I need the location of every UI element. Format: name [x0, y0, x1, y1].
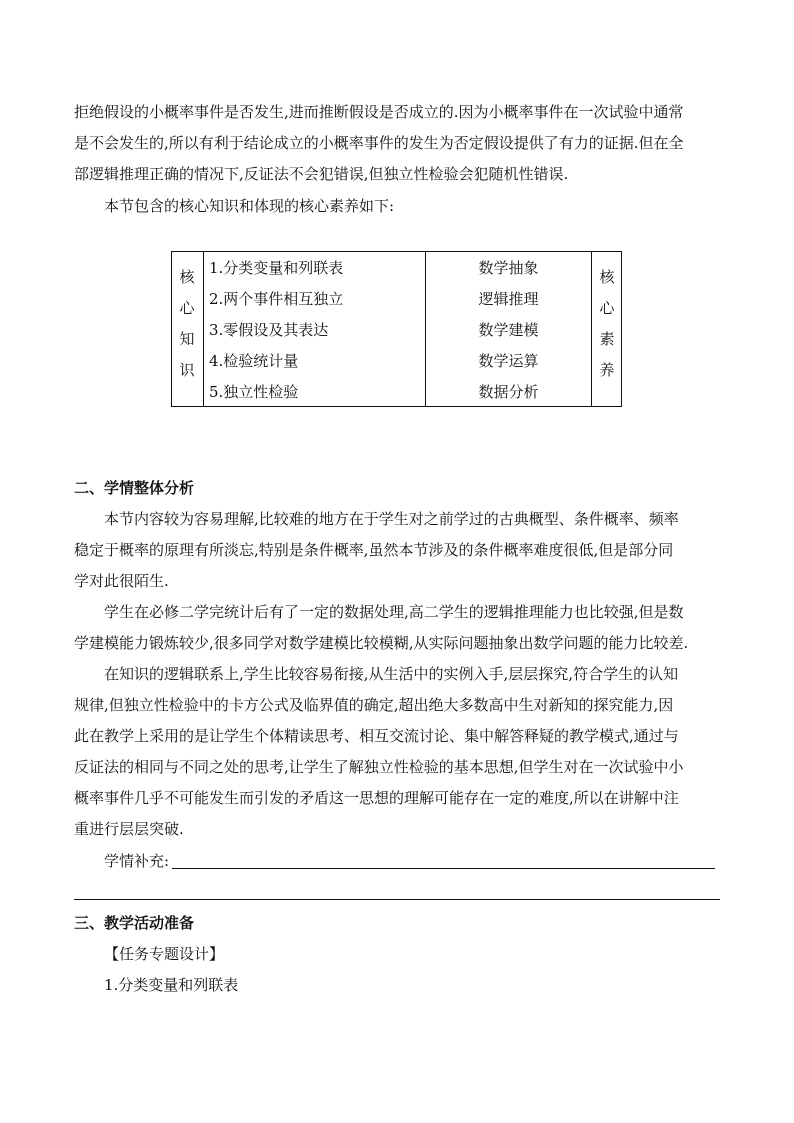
supplement-label: 学情补充:	[104, 852, 170, 870]
paragraph-line: 拒绝假设的小概率事件是否发生,进而推断假设是否成立的.因为小概率事件在一次试验中通常	[74, 103, 684, 121]
paragraph-line: 学建模能力锻炼较少,很多同学对数学建模比较模糊,从实际问题抽象出数学问题的能力比较差.	[74, 634, 689, 652]
header-char: 心	[599, 299, 615, 317]
paragraph-line: 部逻辑推理正确的情况下,反证法不会犯错误,但独立性检验会犯随机性错误.	[74, 165, 569, 183]
section-heading: 三、教学活动准备	[74, 914, 195, 932]
paragraph-line: 本节内容较为容易理解,比较难的地方在于学生对之前学过的古典概型、条件概率、频率	[104, 510, 679, 528]
supplement-input-line-2[interactable]	[74, 899, 720, 900]
table-intro: 本节包含的核心知识和体现的核心素养如下:	[104, 197, 395, 215]
paragraph-line: 规律,但独立性检验中的卡方公式及临界值的确定,超出绝大多数高中生对新知的探究能力,因	[74, 696, 674, 714]
section-heading: 二、学情整体分析	[74, 479, 195, 497]
paragraph-line: 此在教学上采用的是让学生个体精读思考、相互交流讨论、集中解答释疑的教学模式,通过与	[74, 727, 679, 745]
paragraph-line: 概率事件几乎不可能发生而引发的矛盾这一思想的理解可能存在一定的难度,所以在讲解中注	[74, 789, 679, 807]
knowledge-item: 3.零假设及其表达	[209, 321, 329, 339]
header-char: 心	[179, 299, 195, 317]
header-char: 知	[179, 330, 195, 348]
header-char: 识	[179, 361, 195, 379]
task-item: 1.分类变量和列联表	[104, 976, 239, 994]
paragraph-line: 重进行层层突破.	[74, 820, 184, 838]
paragraph-line: 反证法的相同与不同之处的思考,让学生了解独立性检验的基本思想,但学生对在一次试验中小	[74, 758, 684, 776]
core-literacy-header	[592, 262, 622, 386]
header-char: 核	[599, 268, 615, 286]
literacy-item: 数学运算	[478, 352, 539, 370]
literacy-item: 数学抽象	[478, 259, 539, 277]
paragraph-line: 在知识的逻辑联系上,学生比较容易衔接,从生活中的实例入手,层层探究,符合学生的认知	[104, 665, 679, 683]
literacy-item: 数学建模	[478, 321, 539, 339]
core-knowledge-table	[171, 251, 622, 407]
task-design-heading: 【任务专题设计】	[104, 945, 225, 963]
literacy-item: 逻辑推理	[478, 290, 539, 308]
header-char: 素	[599, 330, 615, 348]
literacy-item: 数据分析	[478, 383, 539, 401]
header-char: 核	[179, 268, 195, 286]
knowledge-item: 4.检验统计量	[209, 352, 299, 370]
supplement-input-line[interactable]	[172, 868, 715, 869]
paragraph-line: 是不会发生的,所以有利于结论成立的小概率事件的发生为否定假设提供了有力的证据.但在全	[74, 134, 684, 152]
core-knowledge-header	[172, 262, 202, 386]
knowledge-item: 5.独立性检验	[209, 383, 299, 401]
paragraph-line: 学生在必修二学完统计后有了一定的数据处理,高二学生的逻辑推理能力也比较强,但是数	[104, 603, 684, 621]
paragraph-line: 学对此很陌生.	[74, 572, 169, 590]
knowledge-item: 2.两个事件相互独立	[209, 290, 344, 308]
knowledge-item: 1.分类变量和列联表	[209, 259, 344, 277]
paragraph-line: 稳定于概率的原理有所淡忘,特别是条件概率,虽然本节涉及的条件概率难度很低,但是部分同	[74, 541, 674, 559]
header-char: 养	[599, 361, 615, 379]
